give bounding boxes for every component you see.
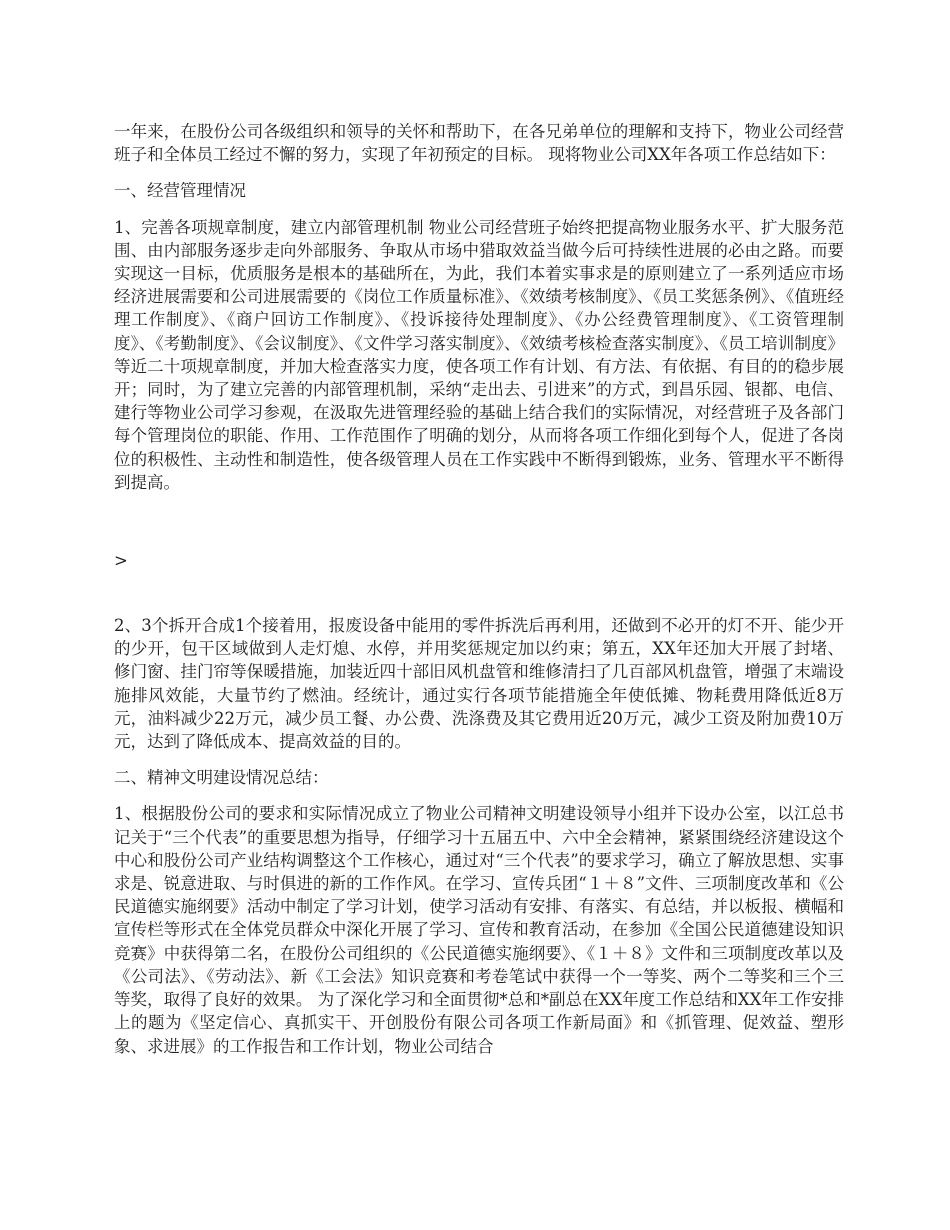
stray-mark: > bbox=[114, 551, 128, 571]
paragraph-energy-saving: 2、3个拆开合成1个接着用，报废设备中能用的零件拆洗后再利用，还做到不必开的灯不开、能少开的少开，包干区域做到人走灯熄、水停，并用奖惩规定加以约束；第五，XX年还加大开展了封堵、修门窗、挂门帘等保暖措施，加装近四十部旧风机盘管和维修清扫了几百部风机盘管，增强了末端设施排风效能，大量节约了燃油。经统计，通过实行各项节能措施全年使低摊、物耗费用降低近8万元，油料减少22万元，减少员工餐、办公费、洗涤费及其它费用近20万元，减少工资及附加费10万元，达到了降低成本、提高效益的目的。 bbox=[114, 616, 844, 752]
paragraph-rules-and-systems: 1、完善各项规章制度，建立内部管理机制 物业公司经营班子始终把提高物业服务水平、扩大服务范围、由内部服务逐步走向外部服务、争取从市场中猎取效益当做今后可持续性进展的必由之路。而要实现这一目标，优质服务是根本的基础所在，为此，我们本着实事求是的原则建立了一系列适应市场经济进展需要和公司进展需要的《岗位工作质量标准》、《效绩考核制度》、《员工奖惩条例》、《值班经理工作制度》、《商户回访工作制度》、《投诉接待处理制度》、《办公经费管理制度》、《工资管理制度》、《考勤制度》、《会议制度》、《文件学习落实制度》、《效绩考核检查落实制度》、《员工培训制度》等近二十项规章制度，并加大检查落实力度，使各项工作有计划、有方法、有依据、有目的的稳步展开；同时，为了建立完善的内部管理机制，采纳“走出去、引进来”的方式，到昌乐园、银都、电信、建行等物业公司学习参观，在汲取先进管理经验的基础上结合我们的实际情况，对经营班子及各部门每个管理岗位的职能、作用、工作范围作了明确的划分，从而将各项工作细化到每个人，促进了各岗位的积极性、主动性和制造性，使各级管理人员在工作实践中不断得到锻炼，业务、管理水平不断得到提高。 bbox=[114, 217, 844, 492]
blank-space bbox=[114, 507, 844, 549]
intro-paragraph: 一年来，在股份公司各级组织和领导的关怀和帮助下，在各兄弟单位的理解和支持下，物业公司经营班子和全体员工经过不懈的努力，实现了年初预定的目标。 现将物业公司XX年各项工作总结如下： bbox=[114, 122, 844, 165]
section-heading-civilization: 二、精神文明建设情况总结： bbox=[114, 768, 329, 788]
paragraph-civilization-work: 1、根据股份公司的要求和实际情况成立了物业公司精神文明建设领导小组并下设办公室，以江总书记关于“三个代表”的重要思想为指导，仔细学习十五届五中、六中全会精神，紧紧围绕经济建设这个中心和股份公司产业结构调整这个工作核心，通过对“三个代表”的要求学习，确立了解放思想、实事求是、锐意进取、与时俱进的新的工作作风。在学习、宣传兵团“１＋８”文件、三项制度改革和《公民道德实施纲要》活动中制定了学习计划，使学习活动有安排、有落实、有总结，并以板报、横幅和宣传栏等形式在全体党员群众中深化开展了学习、宣传和教育活动，在参加《全国公民道德建设知识竞赛》中获得第二名，在股份公司组织的《公民道德实施纲要》、《１＋８》文件和三项制度改革以及《公司法》、《劳动法》、新《工会法》知识竞赛和考卷笔试中获得一个一等奖、两个二等奖和三个三等奖，取得了良好的效果。 为了深化学习和全面贯彻*总和*副总在XX年度工作总结和XX年工作安排上的题为《坚定信心、真抓实干、开创股份有限公司各项工作新局面》和《抓管理、促效益、塑形象、求进展》的工作报告和工作计划，物业公司结合 bbox=[114, 804, 844, 1056]
blank-space bbox=[114, 572, 844, 614]
section-heading-operations: 一、经营管理情况 bbox=[114, 181, 246, 201]
document-page bbox=[114, 120, 844, 1071]
